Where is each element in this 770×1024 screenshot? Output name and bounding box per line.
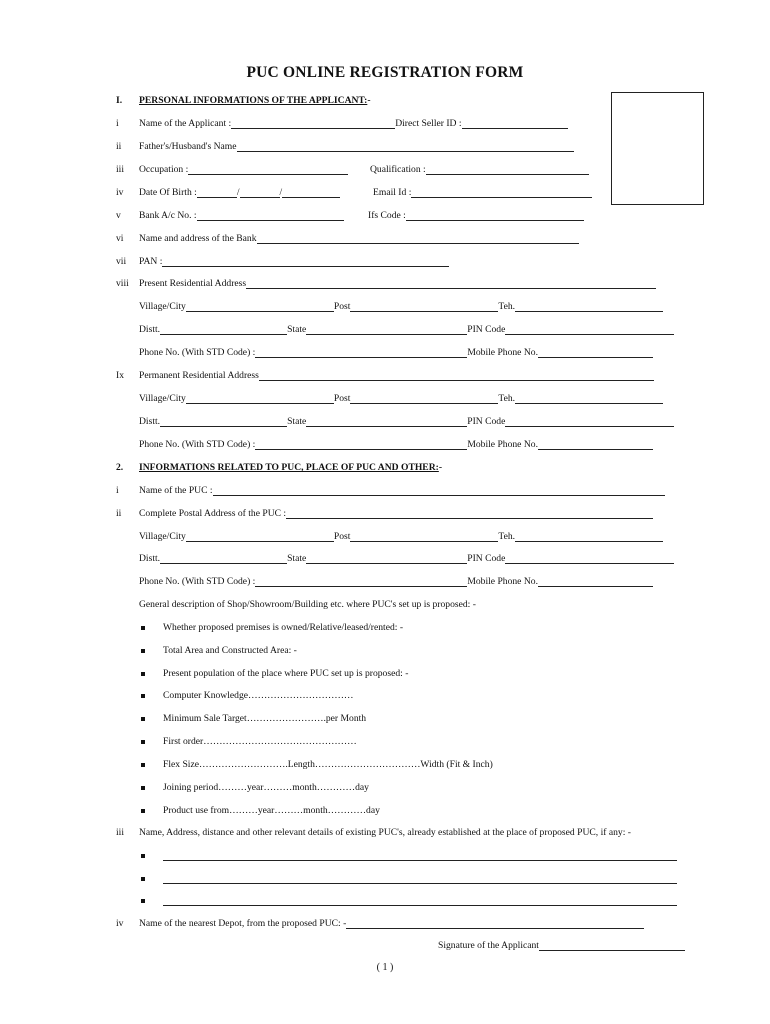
product-use-label: Product use from………year………month…………day [163,805,380,816]
teh-label: Teh. [498,531,516,542]
flex-size-label: Flex Size……………………….Length……………………………Width (Fit & Inch) [163,759,493,770]
pin-code-field[interactable] [505,416,674,427]
present-distt-row [0,323,770,337]
post-label: Post [333,531,351,542]
puc-postal-address-label: Complete Postal Address of the PUC : [139,508,287,519]
pin-code-field[interactable] [505,324,674,335]
pan-field[interactable] [162,256,449,267]
dob-label: Date Of Birth : [139,187,197,198]
signature-row [0,939,770,953]
mobile-field[interactable] [538,576,653,587]
bank-name-address-field[interactable] [257,233,579,244]
father-husband-name-label: Father's/Husband's Name [139,141,237,152]
bullet-icon [141,877,145,881]
general-description-row [0,598,770,612]
row-iv [0,186,770,200]
row-number: ii [116,141,122,152]
bank-account-field[interactable] [197,210,344,221]
mobile-field[interactable] [538,439,653,450]
phone-label: Phone No. (With STD Code) : [139,576,256,587]
bullet-icon [141,854,145,858]
state-label: State [287,416,307,427]
list-item [0,758,770,772]
form-title: PUC ONLINE REGISTRATION FORM [246,64,524,81]
phone-label: Phone No. (With STD Code) : [139,439,256,450]
present-address-label: Present Residential Address [139,278,247,289]
existing-puc-field[interactable] [163,850,677,861]
mobile-field[interactable] [538,347,653,358]
direct-seller-id-label: Direct Seller ID : [395,118,462,129]
list-item [0,804,770,818]
village-label: Village/City [139,531,186,542]
state-field[interactable] [306,553,467,564]
row-v [0,209,770,223]
post-label: Post [333,393,351,404]
row-viii [0,277,770,291]
teh-field[interactable] [515,393,663,404]
state-label: State [287,553,307,564]
distt-field[interactable] [160,324,287,335]
qualification-label: Qualification : [370,164,426,175]
general-description-label: General description of Shop/Showroom/Building etc. where PUC's set up is proposed: - [139,599,476,610]
joining-period-label: Joining period………year………month…………day [163,782,369,793]
dob-month-field[interactable] [240,187,280,198]
bullet-icon [141,649,145,653]
existing-puc-details-label: Name, Address, distance and other relevant details of existing PUC's, already established at the place of proposed PUC, if any: - [139,827,631,838]
mobile-label: Mobile Phone No. [467,576,538,587]
pin-code-label: PIN Code [467,324,506,335]
village-field[interactable] [186,531,334,542]
row-ix [0,369,770,383]
ifs-code-field[interactable] [406,210,584,221]
state-label: State [287,324,307,335]
row-2-i [0,484,770,498]
section-2-heading-row [0,461,770,475]
row-number: i [116,485,119,496]
teh-label: Teh. [498,393,516,404]
dob-separator: / [236,187,240,198]
row-2-iii [0,826,770,840]
bullet-icon [141,899,145,903]
distt-field[interactable] [160,416,287,427]
applicant-name-field[interactable] [231,118,395,129]
pin-code-label: PIN Code [467,416,506,427]
occupation-label: Occupation : [139,164,189,175]
post-field[interactable] [350,531,498,542]
list-item [0,667,770,681]
section-1-heading: PERSONAL INFORMATIONS OF THE APPLICANT: [139,95,368,106]
bank-account-label: Bank A/c No. : [139,210,197,221]
bullet-icon [141,740,145,744]
puc-name-label: Name of the PUC : [139,485,213,496]
email-label: Email Id : [373,187,412,198]
phone-label: Phone No. (With STD Code) : [139,347,256,358]
row-ii [0,140,770,154]
list-item [0,894,770,908]
puc-village-row [0,530,770,544]
present-phone-row [0,346,770,360]
list-item [0,849,770,863]
section-1-heading-tail: - [367,95,371,106]
phone-field[interactable] [255,347,467,358]
state-field[interactable] [306,416,467,427]
bullet-icon [141,694,145,698]
row-number: ii [116,508,122,519]
bullet-icon [141,786,145,790]
village-label: Village/City [139,393,186,404]
list-item [0,621,770,635]
signature-field[interactable] [539,940,685,951]
nearest-depot-field[interactable] [346,918,644,929]
permanent-phone-row [0,438,770,452]
puc-postal-address-field[interactable] [286,508,653,519]
bank-name-address-label: Name and address of the Bank [139,233,257,244]
row-number: iii [116,827,124,838]
list-item [0,872,770,886]
email-field[interactable] [411,187,592,198]
row-number: iii [116,164,124,175]
present-village-row [0,300,770,314]
post-label: Post [333,301,351,312]
distt-field[interactable] [160,553,287,564]
row-number: Ix [116,370,124,381]
post-field[interactable] [350,393,498,404]
minimum-sale-target-label: Minimum Sale Target…………………….per Month [163,713,367,724]
existing-puc-field[interactable] [163,895,677,906]
village-field[interactable] [186,301,334,312]
village-field[interactable] [186,393,334,404]
bullet-icon [141,717,145,721]
list-item [0,644,770,658]
permanent-village-row [0,392,770,406]
father-husband-name-field[interactable] [237,141,574,152]
phone-field[interactable] [255,576,467,587]
state-field[interactable] [306,324,467,335]
pan-label: PAN : [139,256,163,267]
occupation-field[interactable] [188,164,348,175]
row-2-iv [0,917,770,931]
pin-code-label: PIN Code [467,553,506,564]
list-item [0,781,770,795]
row-number: vii [116,256,127,267]
bullet-icon [141,672,145,676]
computer-knowledge-label: Computer Knowledge…………………………… [163,690,354,701]
direct-seller-id-field[interactable] [462,118,568,129]
applicant-name-label: Name of the Applicant : [139,118,232,129]
first-order-label: First order………………………………………… [163,736,357,747]
dob-day-field[interactable] [197,187,237,198]
dob-year-field[interactable] [279,187,340,198]
premises-ownership-label: Whether proposed premises is owned/Relative/leased/rented: - [163,622,404,633]
puc-distt-row [0,552,770,566]
row-vi [0,232,770,246]
signature-label: Signature of the Applicant [438,940,539,951]
present-address-field[interactable] [246,278,656,289]
row-i [0,117,770,131]
row-number: vi [116,233,124,244]
row-number: v [116,210,121,221]
section-1-number: I. [116,95,123,106]
teh-label: Teh. [498,301,516,312]
nearest-depot-label: Name of the nearest Depot, from the proposed PUC: - [139,918,347,929]
section-1-heading-row [0,94,770,108]
puc-name-field[interactable] [213,485,665,496]
village-label: Village/City [139,301,186,312]
section-2-heading-tail: - [438,462,443,473]
section-2-heading: INFORMATIONS RELATED TO PUC, PLACE OF PUC AND OTHER: [139,462,439,473]
pin-code-field[interactable] [505,553,674,564]
puc-phone-row [0,575,770,589]
population-label: Present population of the place where PUC set up is proposed: - [163,668,409,679]
distt-label: Distt. [139,553,161,564]
post-field[interactable] [350,301,498,312]
dob-separator: / [279,187,283,198]
list-item [0,712,770,726]
row-vii [0,255,770,269]
row-2-ii [0,507,770,521]
bullet-icon [141,626,145,630]
row-number: viii [116,278,129,289]
qualification-field[interactable] [426,164,589,175]
permanent-address-field[interactable] [259,370,654,381]
row-number: iv [116,187,124,198]
bullet-icon [141,763,145,767]
existing-puc-field[interactable] [163,873,677,884]
row-number: i [116,118,119,129]
phone-field[interactable] [255,439,467,450]
row-iii [0,163,770,177]
permanent-address-label: Permanent Residential Address [139,370,259,381]
distt-label: Distt. [139,324,161,335]
teh-field[interactable] [515,301,663,312]
page-number: ( 1 ) [376,962,394,973]
permanent-distt-row [0,415,770,429]
total-area-label: Total Area and Constructed Area: - [163,645,297,656]
ifs-code-label: Ifs Code : [368,210,406,221]
mobile-label: Mobile Phone No. [467,439,538,450]
list-item [0,689,770,703]
mobile-label: Mobile Phone No. [467,347,538,358]
distt-label: Distt. [139,416,161,427]
section-2-number: 2. [116,462,124,473]
list-item [0,735,770,749]
teh-field[interactable] [515,531,663,542]
bullet-icon [141,809,145,813]
row-number: iv [116,918,124,929]
